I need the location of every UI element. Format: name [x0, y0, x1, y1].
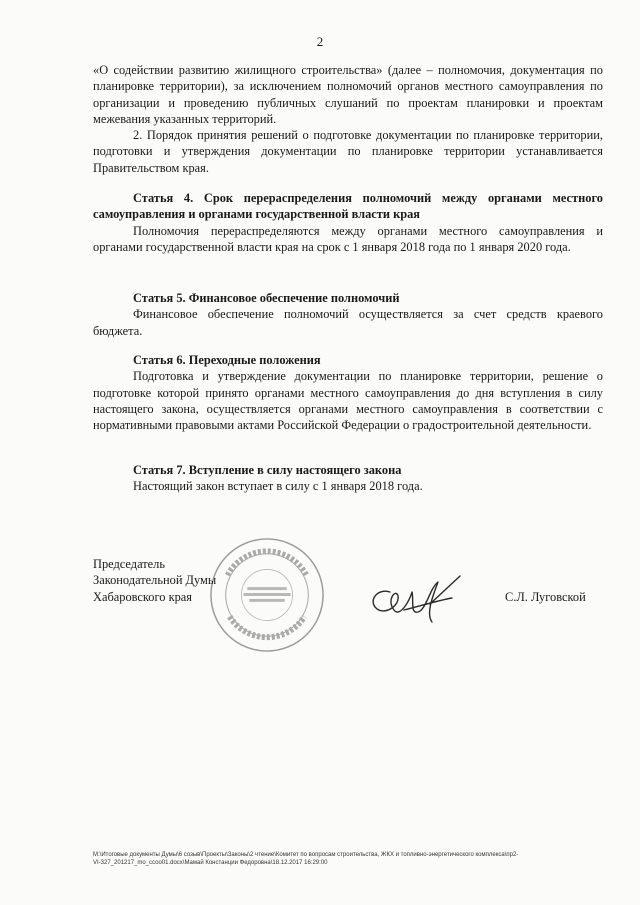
- footer-line: М:\Итоговые документы Думы\6 созыв\Проекты\Законы\2 чтение\Комитет по вопросам строительства, ЖКХ и топливно-энергетического комплекса\пр2-: [93, 852, 519, 858]
- paragraph: Настоящий закон вступает в силу с 1 января 2018 года.: [133, 479, 423, 494]
- article-heading: Статья 4. Срок перераспределения полномочий между органами местного самоуправления и органами государственной власти края: [93, 191, 603, 222]
- official-seal-icon: [208, 536, 326, 654]
- paragraph: 2. Порядок принятия решений о подготовке документации по планировке территории, подготовки и утверждения документации по планировке территории устанавливается Правительством края.: [93, 128, 603, 175]
- paragraph: Полномочия перераспределяются между органами местного самоуправления и органами государственной власти края на срок с 1 января 2018 года по 1 января 2020 года.: [93, 223, 603, 254]
- article-5: [93, 290, 603, 339]
- signatory-title-line: Председатель: [93, 557, 166, 571]
- article-heading: Статья 5. Финансовое обеспечение полномочий: [133, 291, 400, 305]
- section-continuation: [93, 62, 603, 176]
- article-heading: Статья 6. Переходные положения: [133, 353, 321, 367]
- footer-line: VI-327_201217_mo_ссоо01.docx\Мамай Констанции Федоровна\18.12.2017 16:29:00: [93, 860, 328, 866]
- article-7: [93, 462, 603, 495]
- signatory-title: [93, 556, 216, 605]
- handwritten-signature-icon: [360, 570, 470, 630]
- signatory-title-line: Законодательной Думы: [93, 573, 217, 588]
- paragraph: Финансовое обеспечение полномочий осуществляется за счет средств краевого бюджета.: [93, 307, 603, 338]
- paragraph: «О содействии развитию жилищного строительства» (далее – полномочия, документация по планировке территории), за исключением полномочий органов местного самоуправления по организации и проведению публичных слушаний по проектам планировки и проектам межевания указанных территорий.: [93, 63, 603, 126]
- article-6: [93, 352, 603, 433]
- page-number: 2: [316, 34, 324, 49]
- paragraph: Подготовка и утверждение документации по планировке территории, решение о подготовке которой принято органами местного самоуправления до дня вступления в силу настоящего закона, осуществляется органами местного самоуправления в соответствии с нормативными правовыми актами Российской Федерации о градостроительной деятельности.: [93, 369, 603, 433]
- file-path-footer: [93, 851, 608, 867]
- signatory-title-line: Хабаровского края: [93, 589, 192, 604]
- signatory-name: С.Л. Луговской: [505, 590, 586, 604]
- article-heading: Статья 7. Вступление в силу настоящего закона: [133, 463, 402, 477]
- article-4: [93, 190, 603, 255]
